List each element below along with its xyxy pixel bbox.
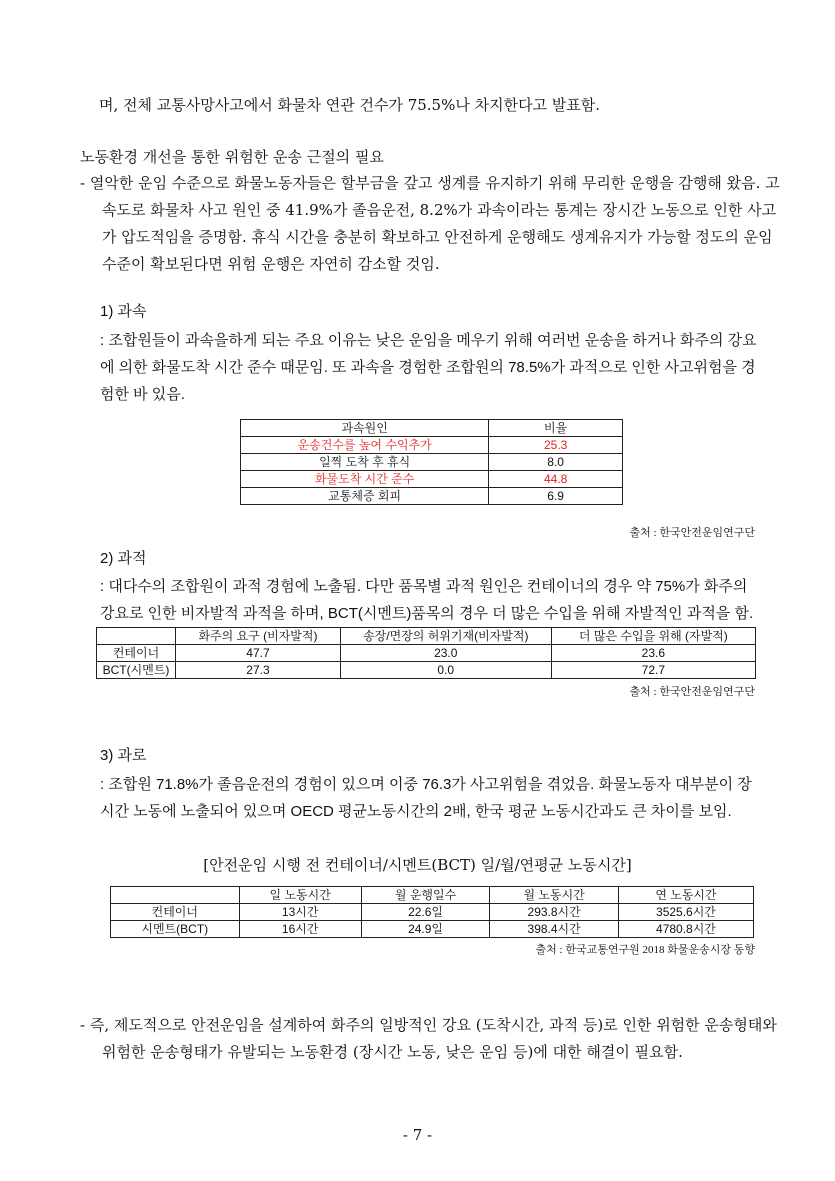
table-cell: 8.0: [489, 454, 623, 471]
paragraph-labor-conditions: - 열악한 운임 수준으로 화물노동자들은 할부금을 갚고 생계를 유지하기 위해 무리한 운행을 감행해 왔음. 고속도로 화물차 사고 원인 중 41.9%가 졸음운전, 8.2%가 과속이라는 통계는 장시간 노동으로 인한 사고가 압도적임을 증명함. 휴식 시간을 충분히 확보하고 안전하게 운행해도 생계유지가 가능할 정도의 운임 수준이 확보된다면 위험 운행은 자연히 감소할 것임.: [80, 174, 780, 273]
table-row: [241, 454, 623, 471]
worktime-table: [110, 886, 754, 938]
fatigue-text: : 조합원 71.8%가 졸음운전의 경험이 있으며 이중 76.3가 사고위험을 겪었음. 화물노동자 대부분이 장시간 노동에 노출되어 있으며 OECD 평균노동시간의 2배, 한국 평균 노동시간과도 큰 차이를 보임.: [100, 776, 752, 820]
table-cell: 72.7: [551, 662, 755, 679]
worktime-table-title: [안전운임 시행 전 컨테이너/시멘트(BCT) 일/월/연평균 노동시간]: [203, 856, 632, 874]
overload-source: 출처 : 한국안전운임연구단: [629, 686, 755, 698]
table-header-cell: 더 많은 수입을 위해 (자발적): [551, 628, 755, 645]
overload-table: [96, 627, 756, 679]
fatigue-heading: 3) 과로: [100, 747, 147, 764]
table-cell: 0.0: [340, 662, 551, 679]
table-header-row: [97, 628, 756, 645]
speed-heading: 1) 과속: [100, 303, 147, 320]
table-cell: 일찍 도착 후 휴식: [241, 454, 489, 471]
table-cell: 23.6: [551, 645, 755, 662]
table-header-cell: 월 운행일수: [361, 887, 490, 904]
table-cell: 16시간: [239, 921, 361, 938]
table-cell: 398.4시간: [490, 921, 619, 938]
table-cell: 22.6일: [361, 904, 490, 921]
worktime-source: 출처 : 한국교통연구원 2018 화물운송시장 동향: [535, 944, 755, 956]
table-cell: 운송건수를 높여 수익추가: [241, 437, 489, 454]
table-cell: 47.7: [176, 645, 341, 662]
table-cell: 컨테이너: [111, 904, 240, 921]
table-row: [241, 437, 623, 454]
table-cell: 시멘트(BCT): [111, 921, 240, 938]
table-cell: 44.8: [489, 471, 623, 488]
intro-line: 며, 전체 교통사망사고에서 화물차 연관 건수가 75.5%나 차지한다고 발표함.: [99, 96, 601, 114]
table-row: [111, 904, 754, 921]
table-cell: 화물도착 시간 준수: [241, 471, 489, 488]
conclusion-paragraph: - 즉, 제도적으로 안전운임을 설계하여 화주의 일방적인 강요 (도착시간, 과적 등)로 인한 위험한 운송형태와 위험한 운송형태가 유발되는 노동환경 (장시간 노동, 낮은 운임 등)에 대한 해결이 필요함.: [80, 1016, 777, 1061]
table-cell: 4780.8시간: [618, 921, 753, 938]
table-row: [97, 662, 756, 679]
table-cell: 293.8시간: [490, 904, 619, 921]
table-header-row: [111, 887, 754, 904]
table-header-cell: [97, 628, 176, 645]
table-cell: 13시간: [239, 904, 361, 921]
table-cell: 25.3: [489, 437, 623, 454]
table-header-cell: 월 노동시간: [490, 887, 619, 904]
table-cell: 교통체증 회피: [241, 488, 489, 505]
table-row: [241, 488, 623, 505]
table-row: [241, 471, 623, 488]
section-heading: 노동환경 개선을 통한 위험한 운송 근절의 필요: [80, 148, 384, 166]
table-cell: 컨테이너: [97, 645, 176, 662]
speed-cause-table: [240, 419, 623, 505]
table-cell: 3525.6시간: [618, 904, 753, 921]
table-header-cell: 비율: [489, 420, 623, 437]
table-cell: 27.3: [176, 662, 341, 679]
speed-text: : 조합원들이 과속을하게 되는 주요 이유는 낮은 운임을 메우기 위해 여러번 운송을 하거나 화주의 강요에 의한 화물도착 시간 준수 때문임. 또 과속을 경험한 조합원의 78.5%가 과적으로 인한 사고위험을 경험한 바 있음.: [100, 332, 757, 403]
table-header-cell: 송장/면장의 허위기재(비자발적): [340, 628, 551, 645]
table-cell: BCT(시멘트): [97, 662, 176, 679]
table-row: [97, 645, 756, 662]
overload-text: : 대다수의 조합원이 과적 경험에 노출됨. 다만 품목별 과적 원인은 컨테이너의 경우 약 75%가 화주의 강요로 인한 비자발적 과적을 하며, BCT(시멘트)품목의 경우 더 많은 수입을 위해 자발적인 과적을 함.: [100, 578, 754, 622]
table-header-row: [241, 420, 623, 437]
overload-heading: 2) 과적: [100, 550, 147, 567]
table-header-cell: 일 노동시간: [239, 887, 361, 904]
table-cell: 24.9일: [361, 921, 490, 938]
table-header-cell: 연 노동시간: [618, 887, 753, 904]
page-number: - 7 -: [402, 1126, 433, 1144]
speed-source: 출처 : 한국안전운임연구단: [629, 527, 755, 539]
table-header-cell: [111, 887, 240, 904]
table-header-cell: 화주의 요구 (비자발적): [176, 628, 341, 645]
table-cell: 23.0: [340, 645, 551, 662]
table-header-cell: 과속원인: [241, 420, 489, 437]
table-row: [111, 921, 754, 938]
table-cell: 6.9: [489, 488, 623, 505]
